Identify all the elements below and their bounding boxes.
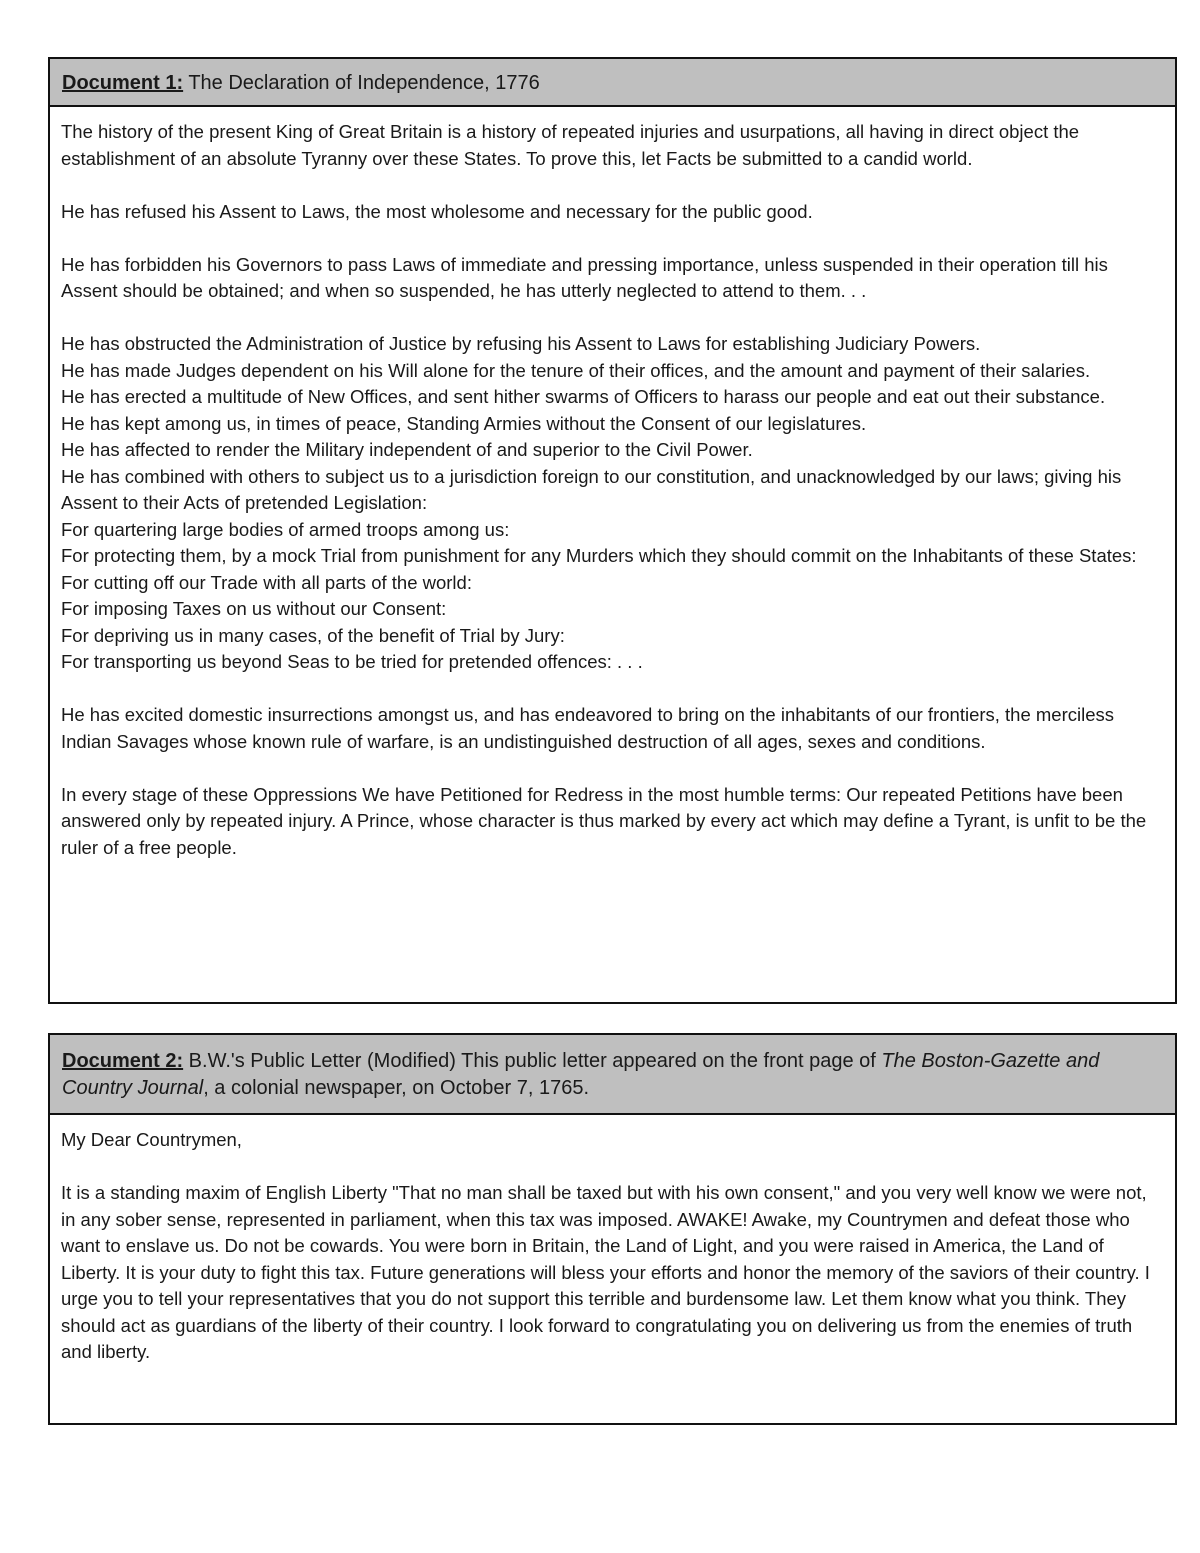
paragraph-gap: [61, 755, 1164, 782]
paragraph: My Dear Countrymen,: [61, 1129, 242, 1150]
document-1-box: [48, 57, 1177, 1004]
paragraph: For transporting us beyond Seas to be tried for pretended offences: . . .: [61, 651, 643, 672]
paragraph: He has forbidden his Governors to pass Laws of immediate and pressing importance, unless suspended in their operation till his Assent should be obtained; and when so suspended, he has utterly neglected to attend to them. . .: [61, 253, 1108, 301]
paragraph: For quartering large bodies of armed troops among us:: [61, 518, 510, 540]
document-1-header: [50, 59, 1175, 107]
paragraph: For depriving us in many cases, of the benefit of Trial by Jury:: [61, 624, 565, 646]
document-2-label: Document 2:: [62, 1050, 184, 1072]
paragraph: It is a standing maxim of English Liberty "That no man shall be taxed but with his own consent," and you very well know we were not, in any sober sense, represented in parliament, when this tax was imposed. AWAKE! Awake, my Countrymen and defeat those who want to enslave us. Do not be cowards. You were born in Britain, the Land of Light, and you were raised in America, the Land of Liberty. It is your duty to fight this tax. Future generations will bless your efforts and honor the memory of the saviors of their country. I urge you to tell your representatives that you do not support this terrible and burdensome law. Let them know what you think. They should act as guardians of the liberty of their country. I look forward to congratulating you on delivering us from the enemies of truth and liberty.: [61, 1182, 1150, 1362]
document-1-label: Document 1:: [62, 72, 184, 94]
document-2-newspaper-title: The Boston-Gazette and Country Journal: [62, 1050, 1100, 1099]
document-1-title: The Declaration of Independence, 1776: [183, 72, 540, 94]
paragraph: He has affected to render the Military independent of and superior to the Civil Power.: [61, 439, 753, 460]
document-2-title-suffix: , a colonial newspaper, on October 7, 1765.: [203, 1077, 589, 1099]
paragraph-gap: [61, 172, 1164, 199]
document-1-body: [50, 107, 1175, 861]
paragraph: He has kept among us, in times of peace, Standing Armies without the Consent of our legislatures.: [61, 412, 867, 434]
paragraph: For imposing Taxes on us without our Consent:: [61, 598, 447, 619]
paragraph-gap: [61, 1154, 1164, 1181]
document-2-box: [48, 1033, 1177, 1425]
paragraph-gap: [61, 305, 1164, 332]
paragraph: He has excited domestic insurrections amongst us, and has endeavored to bring on the inhabitants of our frontiers, the merciless Indian Savages whose known rule of warfare, is an undistinguished destruction of all ages, sexes and conditions.: [61, 704, 1115, 752]
paragraph: For cutting off our Trade with all parts of the world:: [61, 571, 472, 593]
paragraph: The history of the present King of Great Britain is a history of repeated injuries and usurpations, all having in direct object the establishment of an absolute Tyranny over these States. To prove this, let Facts be submitted to a candid world.: [61, 121, 1080, 169]
document-2-title-prefix: B.W.'s Public Letter (Modified) This public letter appeared on the front page of: [183, 1050, 882, 1072]
paragraph: He has combined with others to subject us to a jurisdiction foreign to our constitution, and unacknowledged by our laws; giving his Assent to their Acts of pretended Legislation:: [61, 465, 1122, 513]
paragraph: He has made Judges dependent on his Will alone for the tenure of their offices, and the amount and payment of their salaries.: [61, 359, 1091, 381]
document-2-header: [50, 1035, 1175, 1115]
paragraph: In every stage of these Oppressions We have Petitioned for Redress in the most humble terms: Our repeated Petitions have been answered only by repeated injury. A Prince, whose character is thus marked by every act which may define a Tyrant, is unfit to be the ruler of a free people.: [61, 783, 1147, 858]
paragraph-gap: [61, 225, 1164, 252]
paragraph: He has erected a multitude of New Offices, and sent hither swarms of Officers to harass our people and eat out their substance.: [61, 386, 1106, 407]
document-2-body: [50, 1115, 1175, 1366]
paragraph-gap: [61, 676, 1164, 703]
paragraph: He has obstructed the Administration of Justice by refusing his Assent to Laws for establishing Judiciary Powers.: [61, 333, 981, 354]
paragraph: He has refused his Assent to Laws, the most wholesome and necessary for the public good.: [61, 200, 813, 222]
paragraph: For protecting them, by a mock Trial from punishment for any Murders which they should commit on the Inhabitants of these States:: [61, 545, 1137, 566]
